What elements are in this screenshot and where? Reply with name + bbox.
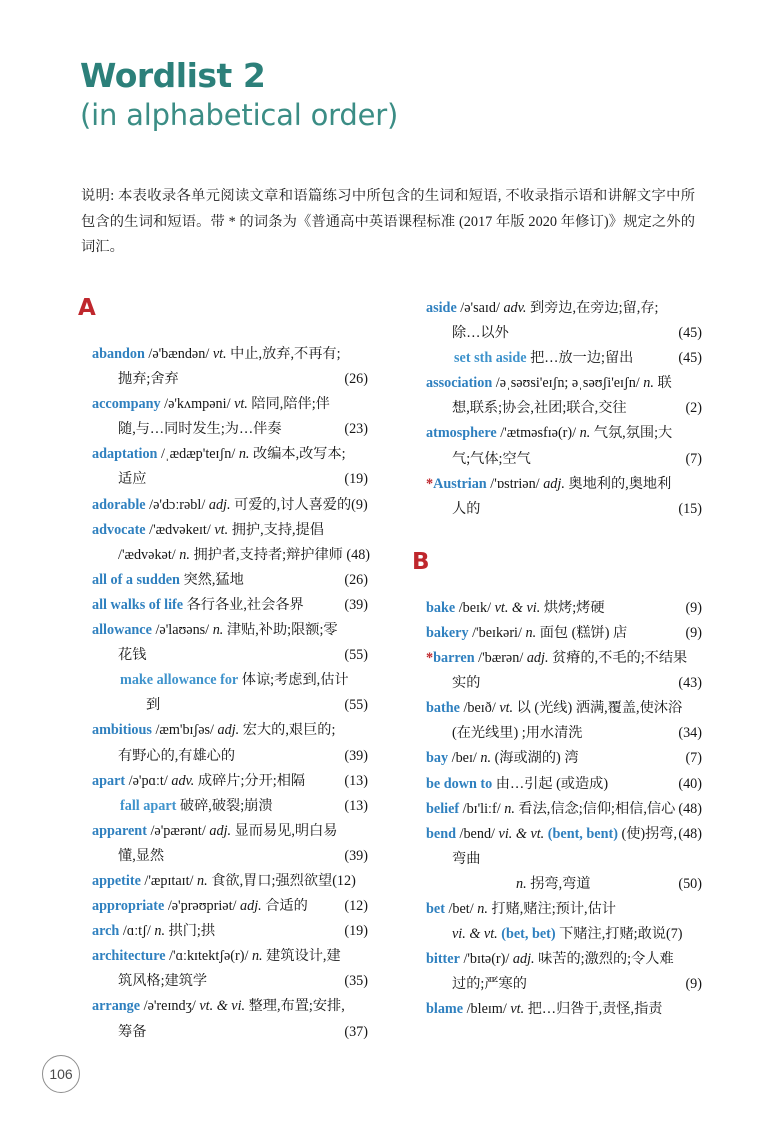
page-ref: (48) xyxy=(678,800,702,817)
wordlist-entry-appetite xyxy=(78,869,368,894)
asterisk-marker: * xyxy=(426,650,434,667)
page-ref: (37) xyxy=(344,1023,368,1040)
wordlist-entry-bitter xyxy=(412,947,702,997)
definition: 建筑设计,建 xyxy=(266,948,341,965)
wordlist-entry-arrange xyxy=(78,994,368,1044)
phonetic: /'ædvəkeɪt/ xyxy=(149,521,211,538)
headword: allowance xyxy=(92,622,152,639)
headword: appetite xyxy=(92,872,141,889)
part-of-speech: n. xyxy=(212,622,224,639)
page-ref: (13) xyxy=(344,797,368,814)
definition: 拐弯,弯道 xyxy=(530,875,591,892)
wordlist-entry-advocate xyxy=(78,518,371,568)
wordlist-entry-Austrian xyxy=(412,472,702,522)
wordlist-entry-all-of-a-sudden xyxy=(78,568,368,593)
page-ref: (19) xyxy=(344,923,368,940)
part-of-speech: n. xyxy=(179,546,190,563)
headword: appropriate xyxy=(92,898,165,915)
page-ref: (43) xyxy=(678,675,702,692)
part-of-speech: vi. & vt. xyxy=(498,825,545,842)
wordlist-entry-architecture xyxy=(78,944,368,994)
phonetic: /ə'bændən/ xyxy=(148,346,210,362)
phonetic: /bɪ'liːf/ xyxy=(462,800,501,817)
page-ref: (2) xyxy=(685,400,702,417)
part-of-speech: adj. xyxy=(209,822,232,839)
definition: (在光线里) ;用水清洗 xyxy=(452,725,583,742)
phonetic: /ˌædæp'teɪʃn/ xyxy=(160,446,236,463)
page-number: 106 xyxy=(49,1066,73,1082)
headword: belief xyxy=(426,800,460,817)
definition: 筑风格;建筑学 xyxy=(118,973,208,990)
phonetic: /'ɒstriən/ xyxy=(490,475,540,492)
phonetic: /əˌsəʊsi'eɪʃn; əˌsəʊʃi'eɪʃn/ xyxy=(495,375,640,392)
entry-line xyxy=(120,668,368,693)
phonetic: /beɪk/ xyxy=(458,599,492,616)
wordlist-entry-adorable xyxy=(78,493,368,518)
entry-line xyxy=(92,819,368,844)
entry-line xyxy=(426,897,702,922)
entry-line xyxy=(92,869,368,894)
page-ref: (9) xyxy=(685,599,702,616)
part-of-speech: vi. & vt. xyxy=(452,926,498,943)
entry-line xyxy=(426,872,702,897)
entry-line xyxy=(426,396,702,421)
phonetic: /ə'kʌmpəni/ xyxy=(164,396,231,413)
entry-line xyxy=(92,844,368,869)
page-ref: (39) xyxy=(344,747,368,764)
entry-line xyxy=(426,621,702,646)
part-of-speech: n. xyxy=(516,875,527,892)
definition: 拱门;拱 xyxy=(168,923,216,940)
headword: make allowance for xyxy=(120,672,239,689)
entry-line xyxy=(92,593,368,618)
phonetic: /ə'saɪd/ xyxy=(460,300,500,316)
part-of-speech: vt. xyxy=(214,521,229,538)
phonetic: /bet/ xyxy=(448,900,474,917)
entry-line xyxy=(92,744,368,769)
entry-line xyxy=(426,371,702,396)
wordlist-entry-set-sth-aside xyxy=(412,346,702,371)
headword: Austrian xyxy=(433,475,487,492)
definition: 适应 xyxy=(118,471,147,488)
definition: (使)拐弯, xyxy=(621,825,678,842)
entry-line xyxy=(92,367,368,392)
headword: bathe xyxy=(426,700,460,717)
headword: arrange xyxy=(92,998,141,1015)
definition: 花钱 xyxy=(118,647,147,664)
wordlist-entry-blame xyxy=(412,997,702,1022)
wordlist-entry-bend xyxy=(412,822,702,897)
wordlist-entry-bet xyxy=(412,897,702,947)
entry-line xyxy=(92,518,368,543)
entry-line xyxy=(426,696,702,721)
entry-line xyxy=(92,467,368,492)
entry-line xyxy=(92,769,368,794)
entry-line xyxy=(92,442,368,467)
part-of-speech: n. xyxy=(480,750,492,767)
page-ref: (12) xyxy=(344,898,368,915)
definition: 到 xyxy=(146,697,161,714)
definition: 有野心的,有雄心的 xyxy=(118,747,236,764)
headword: all of a sudden xyxy=(92,571,180,588)
headword: bitter xyxy=(426,951,460,968)
definition: 想,联系;协会,社团;联合,交往 xyxy=(452,400,627,417)
entry-line xyxy=(426,646,702,671)
headword: bet xyxy=(426,900,445,917)
page-ref: (19) xyxy=(344,471,368,488)
page-ref: (15) xyxy=(678,500,702,517)
definition: 味苦的;激烈的;令人难 xyxy=(538,951,674,968)
page-title: Wordlist 2 xyxy=(80,56,266,95)
entry-line xyxy=(120,794,368,819)
part-of-speech: n. xyxy=(643,375,654,392)
part-of-speech: adj. xyxy=(208,496,231,513)
entry-line xyxy=(426,296,702,321)
section-letter-a: A xyxy=(78,295,96,321)
headword: barren xyxy=(433,650,475,667)
part-of-speech: vt. & vi. xyxy=(494,599,541,616)
wordlist-entry-abandon xyxy=(78,342,368,392)
page-ref: (34) xyxy=(678,725,702,742)
part-of-speech: n. xyxy=(504,800,515,817)
wordlist-entry-bake xyxy=(412,596,702,621)
definition: 烘烤;烤硬 xyxy=(543,599,605,616)
part-of-speech: n. xyxy=(154,923,165,940)
phonetic: /ə'laʊəns/ xyxy=(155,622,210,639)
entry-line xyxy=(92,392,368,417)
part-of-speech: n. xyxy=(197,872,208,889)
definition: 除…以外 xyxy=(452,325,509,342)
phonetic: /'ædvəkət/ xyxy=(118,546,176,563)
page-ref: (45) xyxy=(678,350,702,367)
page-ref: (26) xyxy=(344,371,368,388)
page-ref: (26) xyxy=(344,571,368,588)
part-of-speech: adj. xyxy=(526,650,549,667)
headword: advocate xyxy=(92,521,146,538)
part-of-speech: n. xyxy=(525,624,537,641)
entry-line xyxy=(92,919,368,944)
entry-line xyxy=(92,969,368,994)
part-of-speech: adj. xyxy=(543,475,565,492)
wordlist-entry-aside xyxy=(412,296,702,346)
definition: 贫瘠的,不毛的;不结果 xyxy=(552,650,688,667)
entry-line xyxy=(426,947,702,972)
definition: 把…归咎于,责怪,指责 xyxy=(527,1001,663,1018)
headword: apparent xyxy=(92,822,147,839)
page-ref: (7) xyxy=(685,750,702,767)
wordlist-entry-arch xyxy=(78,919,368,944)
wordlist-entry-ambitious xyxy=(78,718,368,768)
entry-line xyxy=(92,417,368,442)
definition: 陪同,陪伴;伴 xyxy=(251,396,330,413)
headword: all walks of life xyxy=(92,596,184,613)
definition: 宏大的,艰巨的; xyxy=(242,722,336,739)
part-of-speech: n. xyxy=(251,948,263,965)
phonetic: /beɪð/ xyxy=(463,700,496,717)
definition: 破碎,破裂;崩溃 xyxy=(179,797,273,814)
left-entry-list xyxy=(78,342,371,1045)
asterisk-marker: * xyxy=(426,475,434,492)
wordlist-entry-association xyxy=(412,371,702,421)
definition: 面包 (糕饼) 店 xyxy=(539,624,628,641)
entry-line xyxy=(426,847,702,872)
part-of-speech: n. xyxy=(477,900,488,917)
entry-line xyxy=(454,346,702,371)
section-letter-b: B xyxy=(412,548,430,575)
definition: 食欲,胃口;强烈欲望(12) xyxy=(211,872,356,889)
wordlist-entry-bay xyxy=(412,746,702,771)
headword: blame xyxy=(426,1001,464,1018)
phonetic: /'bɪtə(r)/ xyxy=(463,951,510,968)
definition: 显而易见,明白易 xyxy=(234,822,338,839)
page-header xyxy=(80,58,700,133)
headword: bake xyxy=(426,599,456,616)
wordlist-entry-make-allowance-for xyxy=(78,668,368,718)
page-ref: (13) xyxy=(344,772,368,789)
page-ref: (45) xyxy=(678,325,702,342)
phonetic: /ə'pærənt/ xyxy=(150,822,206,839)
wordlist-entry-apparent xyxy=(78,819,368,869)
definition: 拥护,支持,提倡 xyxy=(231,521,324,538)
right-entry-list xyxy=(412,296,702,1022)
page-ref: (40) xyxy=(678,775,702,792)
part-of-speech: adv. xyxy=(503,300,527,316)
entry-line xyxy=(426,421,702,446)
entry-line xyxy=(92,894,368,919)
phonetic: /ə'prəʊpriət/ xyxy=(167,898,237,915)
wordlist-entry-bakery xyxy=(412,621,702,646)
definition: 改编本,改写本; xyxy=(253,446,346,463)
page-ref: (9) xyxy=(685,624,702,641)
entry-line xyxy=(426,822,702,847)
phonetic: /'æpɪtaɪt/ xyxy=(144,872,194,889)
entry-line xyxy=(426,497,702,522)
definition: 懂,显然 xyxy=(118,847,165,864)
definition: 人的 xyxy=(452,500,481,517)
wordlist-entry-apart xyxy=(78,769,368,794)
wordlist-entry-all-walks-of-life xyxy=(78,593,368,618)
part-of-speech: adj. xyxy=(240,898,262,915)
definition: 中止,放弃,不再有; xyxy=(230,346,341,362)
entry-line xyxy=(426,797,702,822)
wordlist-entry-barren xyxy=(412,646,702,696)
entry-line xyxy=(92,1020,368,1045)
definition: 以 (光线) 洒满,覆盖,使沐浴 xyxy=(516,700,683,717)
part-of-speech: adj. xyxy=(217,722,240,739)
left-column xyxy=(78,295,371,1045)
wordlist-entry-adaptation xyxy=(78,442,368,492)
part-of-speech: vt. xyxy=(212,346,227,362)
irregular-forms: (bent, bent) xyxy=(547,825,618,842)
part-of-speech: vt. xyxy=(510,1001,525,1018)
entry-line xyxy=(92,568,368,593)
page-ref: (39) xyxy=(344,596,368,613)
definition: 过的;严寒的 xyxy=(452,976,527,993)
headword: atmosphere xyxy=(426,425,497,442)
wordlist-entry-accompany xyxy=(78,392,368,442)
page-number-badge xyxy=(42,1055,80,1093)
entry-line xyxy=(426,997,702,1022)
wordlist-entry-appropriate xyxy=(78,894,368,919)
definition: 抛弃;舍弃 xyxy=(118,371,179,388)
entry-line xyxy=(426,596,702,621)
entry-line xyxy=(92,718,368,743)
entry-line xyxy=(120,693,368,718)
definition: (海或湖的) 湾 xyxy=(494,750,579,767)
page-ref: (55) xyxy=(344,697,368,714)
entry-line xyxy=(92,493,368,518)
page-ref: (50) xyxy=(678,875,702,892)
right-column xyxy=(412,296,702,1022)
headword: arch xyxy=(92,923,120,940)
definition: 拥护者,支持者;辩护律师 (48) xyxy=(193,546,371,563)
definition: 合适的 xyxy=(265,898,308,915)
definition: 随,与…同时发生;为…伴奏 xyxy=(118,421,282,438)
phonetic: /æm'bɪʃəs/ xyxy=(155,722,214,739)
entry-line xyxy=(426,671,702,696)
phonetic: /'ætməsfɪə(r)/ xyxy=(500,425,577,442)
entry-line xyxy=(426,972,702,997)
wordlist-entry-fall-apart xyxy=(78,794,368,819)
page-ref: (9) xyxy=(685,976,702,993)
definition: 各行各业,社会各界 xyxy=(186,596,304,613)
entry-line xyxy=(92,994,368,1019)
part-of-speech: adv. xyxy=(171,772,195,789)
entry-line xyxy=(426,472,702,497)
wordlist-entry-be-down-to xyxy=(412,772,702,797)
entry-line xyxy=(426,772,702,797)
headword: adorable xyxy=(92,496,146,513)
headword: ambitious xyxy=(92,722,152,739)
definition: 气氛,氛围;大 xyxy=(593,425,673,442)
phonetic: /ə'reɪndʒ/ xyxy=(143,998,196,1015)
definition: 气;气体;空气 xyxy=(452,450,531,467)
wordlist-entry-allowance xyxy=(78,618,368,668)
definition: 弯曲 xyxy=(452,850,481,867)
headword: fall apart xyxy=(120,797,177,814)
headword: architecture xyxy=(92,948,166,965)
phonetic: /bleɪm/ xyxy=(466,1001,507,1018)
headword: association xyxy=(426,375,493,392)
entry-line xyxy=(92,618,368,643)
headword: aside xyxy=(426,300,457,316)
part-of-speech: vt. xyxy=(234,396,248,413)
headword: bay xyxy=(426,750,449,767)
headword: abandon xyxy=(92,346,145,362)
headword: bakery xyxy=(426,624,469,641)
phonetic: /bend/ xyxy=(459,825,495,842)
entry-line xyxy=(92,643,368,668)
definition: 筹备 xyxy=(118,1023,147,1040)
headword: set sth aside xyxy=(454,350,527,367)
part-of-speech: vt. & vi. xyxy=(199,998,246,1015)
part-of-speech: vt. xyxy=(499,700,514,717)
phonetic: /ɑːtʃ/ xyxy=(122,923,151,940)
page-ref: (23) xyxy=(344,421,368,438)
definition: 打赌,赌注;预计,估计 xyxy=(491,900,616,917)
explanatory-note: 说明: 本表收录各单元阅读文章和语篇练习中所包含的生词和短语, 不收录指示语和讲解文字中所包含的生词和短语。带 * 的词条为《普通高中英语课程标准 (2017 年版 2020 年修订)》规定之外的词汇。 xyxy=(81,188,695,255)
definition: 体谅;考虑到,估计 xyxy=(241,672,349,689)
page-ref: (39) xyxy=(344,847,368,864)
part-of-speech: n. xyxy=(579,425,591,442)
phonetic: /'bærən/ xyxy=(478,650,524,667)
headword: bend xyxy=(426,825,456,842)
definition: 成碎片;分开;相隔 xyxy=(197,772,306,789)
entry-line xyxy=(426,447,702,472)
entry-line xyxy=(92,543,371,568)
irregular-forms: (bet, bet) xyxy=(501,926,556,943)
phonetic: /ə'pɑːt/ xyxy=(128,772,168,789)
part-of-speech: n. xyxy=(238,446,250,463)
definition: 可爱的,讨人喜爱的(9) xyxy=(234,496,368,513)
definition: 把…放一边;留出 xyxy=(530,350,634,367)
phonetic: /beɪ/ xyxy=(451,750,477,767)
headword: accompany xyxy=(92,396,161,413)
definition: 由…引起 (或造成) xyxy=(495,775,609,792)
entry-line xyxy=(426,746,702,771)
wordlist-entry-atmosphere xyxy=(412,421,702,471)
entry-line xyxy=(426,922,702,947)
definition: 整理,布置;安排, xyxy=(248,998,345,1015)
headword: adaptation xyxy=(92,446,158,463)
definition: 看法,信念;信仰;相信,信心 xyxy=(518,800,676,817)
entry-line xyxy=(426,721,702,746)
wordlist-entry-bathe xyxy=(412,696,702,746)
headword: apart xyxy=(92,772,126,789)
phonetic: /'beɪkəri/ xyxy=(472,624,522,641)
definition: 下赌注,打赌;敢说(7) xyxy=(559,926,683,943)
phonetic: /'ɑːkɪtektʃə(r)/ xyxy=(169,948,249,965)
definition: 突然,猛地 xyxy=(183,571,244,588)
definition: 联 xyxy=(657,375,672,392)
definition: 奥地利的,奥地利 xyxy=(568,475,672,492)
part-of-speech: adj. xyxy=(512,951,535,968)
page-ref: (35) xyxy=(344,973,368,990)
entry-line xyxy=(426,321,702,346)
phonetic: /ə'dɔːrəbl/ xyxy=(149,496,206,513)
page-ref: (55) xyxy=(344,647,368,664)
entry-line xyxy=(92,944,368,969)
page-ref: (7) xyxy=(685,450,702,467)
entry-line xyxy=(92,342,368,367)
definition: 到旁边,在旁边;留,存; xyxy=(529,300,659,316)
headword: be down to xyxy=(426,775,493,792)
definition: 津贴,补助;限额;零 xyxy=(226,622,338,639)
definition: 实的 xyxy=(452,675,481,692)
page-ref: (48) xyxy=(678,825,702,842)
page-subtitle: (in alphabetical order) xyxy=(80,97,399,132)
